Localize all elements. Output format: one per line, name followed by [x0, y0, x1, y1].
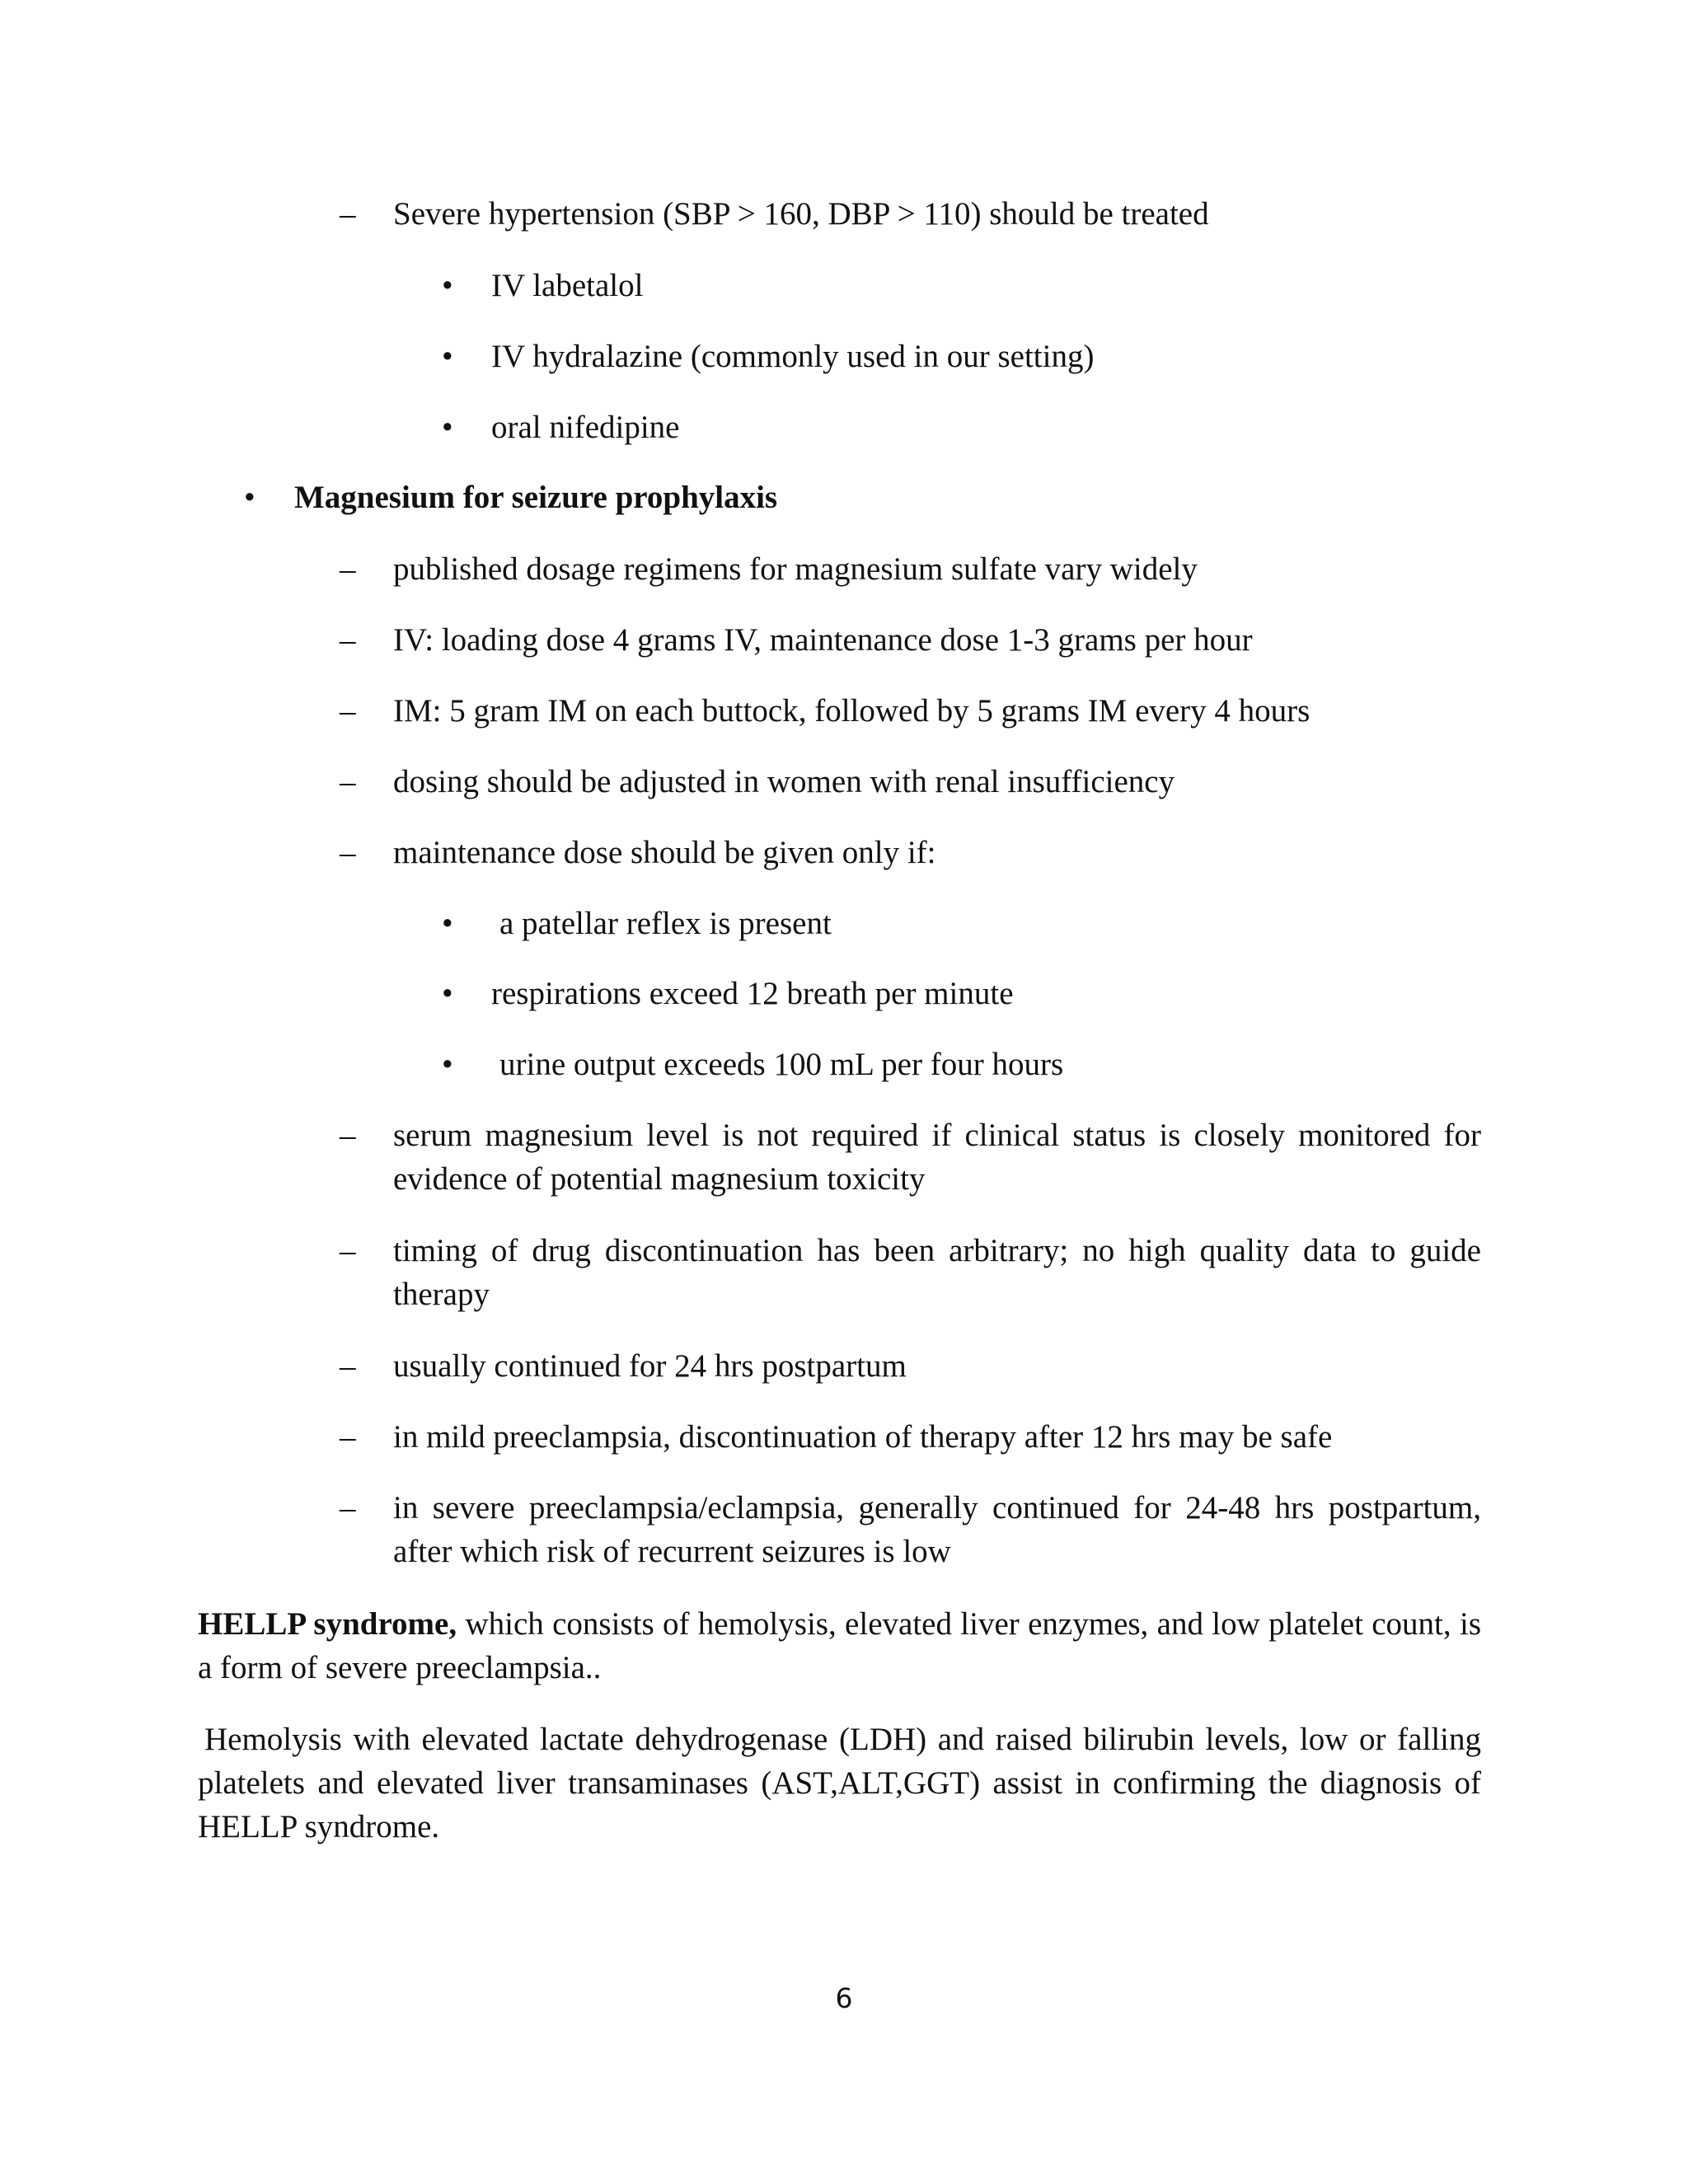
hellp-paragraph [198, 1602, 1481, 1690]
dash-bullet: – [340, 196, 356, 232]
list-item: IM: 5 gram IM on each buttock, followed by 5 grams IM every 4 hours [393, 693, 1311, 729]
list-item: dosing should be adjusted in women with renal insufficiency [393, 764, 1175, 799]
dot-bullet: • [442, 1047, 453, 1082]
dash-bullet: – [340, 1233, 356, 1268]
list-item: respirations exceed 12 breath per minute [491, 976, 1014, 1011]
list-item: IV: loading dose 4 grams IV, maintenance dose 1-3 grams per hour [393, 622, 1253, 658]
hellp-description: which consists of hemolysis, elevated liver enzymes, and low platelet count, is a form of severe preeclampsia.. [198, 1606, 1481, 1685]
section-heading: Magnesium for seizure prophylaxis [294, 480, 778, 515]
list-item: IV hydralazine (commonly used in our setting) [491, 339, 1095, 374]
dot-bullet: • [442, 906, 453, 941]
dot-bullet: • [442, 410, 453, 445]
dot-bullet: • [442, 339, 453, 374]
list-item: in severe preeclampsia/eclampsia, generally continued for 24-48 hrs postpartum, after which risk of recurrent seizures is low [393, 1490, 1481, 1569]
list-item: in mild preeclampsia, discontinuation of therapy after 12 hrs may be safe [393, 1419, 1333, 1455]
dash-bullet: – [340, 1490, 356, 1526]
dash-bullet: – [340, 835, 356, 870]
hellp-term: HELLP syndrome, [198, 1606, 457, 1642]
dash-bullet: – [340, 551, 356, 587]
dash-bullet: – [340, 1348, 356, 1384]
page-number: 6 [835, 1982, 853, 2014]
list-item: oral nifedipine [491, 410, 680, 445]
list-item: IV labetalol [491, 268, 644, 303]
list-item: timing of drug discontinuation has been arbitrary; no high quality data to guide therapy [393, 1233, 1481, 1312]
dash-bullet: – [340, 1118, 356, 1153]
dash-bullet: – [340, 622, 356, 658]
list-item: a patellar reflex is present [499, 906, 832, 941]
dash-bullet: – [340, 1419, 356, 1455]
dot-bullet: • [442, 268, 453, 303]
list-item: Severe hypertension (SBP > 160, DBP > 110) should be treated [393, 196, 1209, 232]
dash-bullet: – [340, 764, 356, 799]
list-item: serum magnesium level is not required if clinical status is closely monitored for evidence of potential magnesium toxicity [393, 1118, 1481, 1197]
hemolysis-paragraph: Hemolysis with elevated lactate dehydrogenase (LDH) and raised bilirubin levels, low or falling platelets and elevated liver transaminases (AST,ALT,GGT) assist in confirming the diagnosis of HELLP syndrome. [198, 1722, 1481, 1844]
list-item: urine output exceeds 100 mL per four hours [499, 1047, 1064, 1082]
dot-bullet: • [244, 480, 256, 515]
dot-bullet: • [442, 976, 453, 1011]
dash-bullet: – [340, 693, 356, 729]
list-item: maintenance dose should be given only if: [393, 835, 936, 870]
list-item: usually continued for 24 hrs postpartum [393, 1348, 907, 1384]
list-item: published dosage regimens for magnesium sulfate vary widely [393, 551, 1198, 587]
